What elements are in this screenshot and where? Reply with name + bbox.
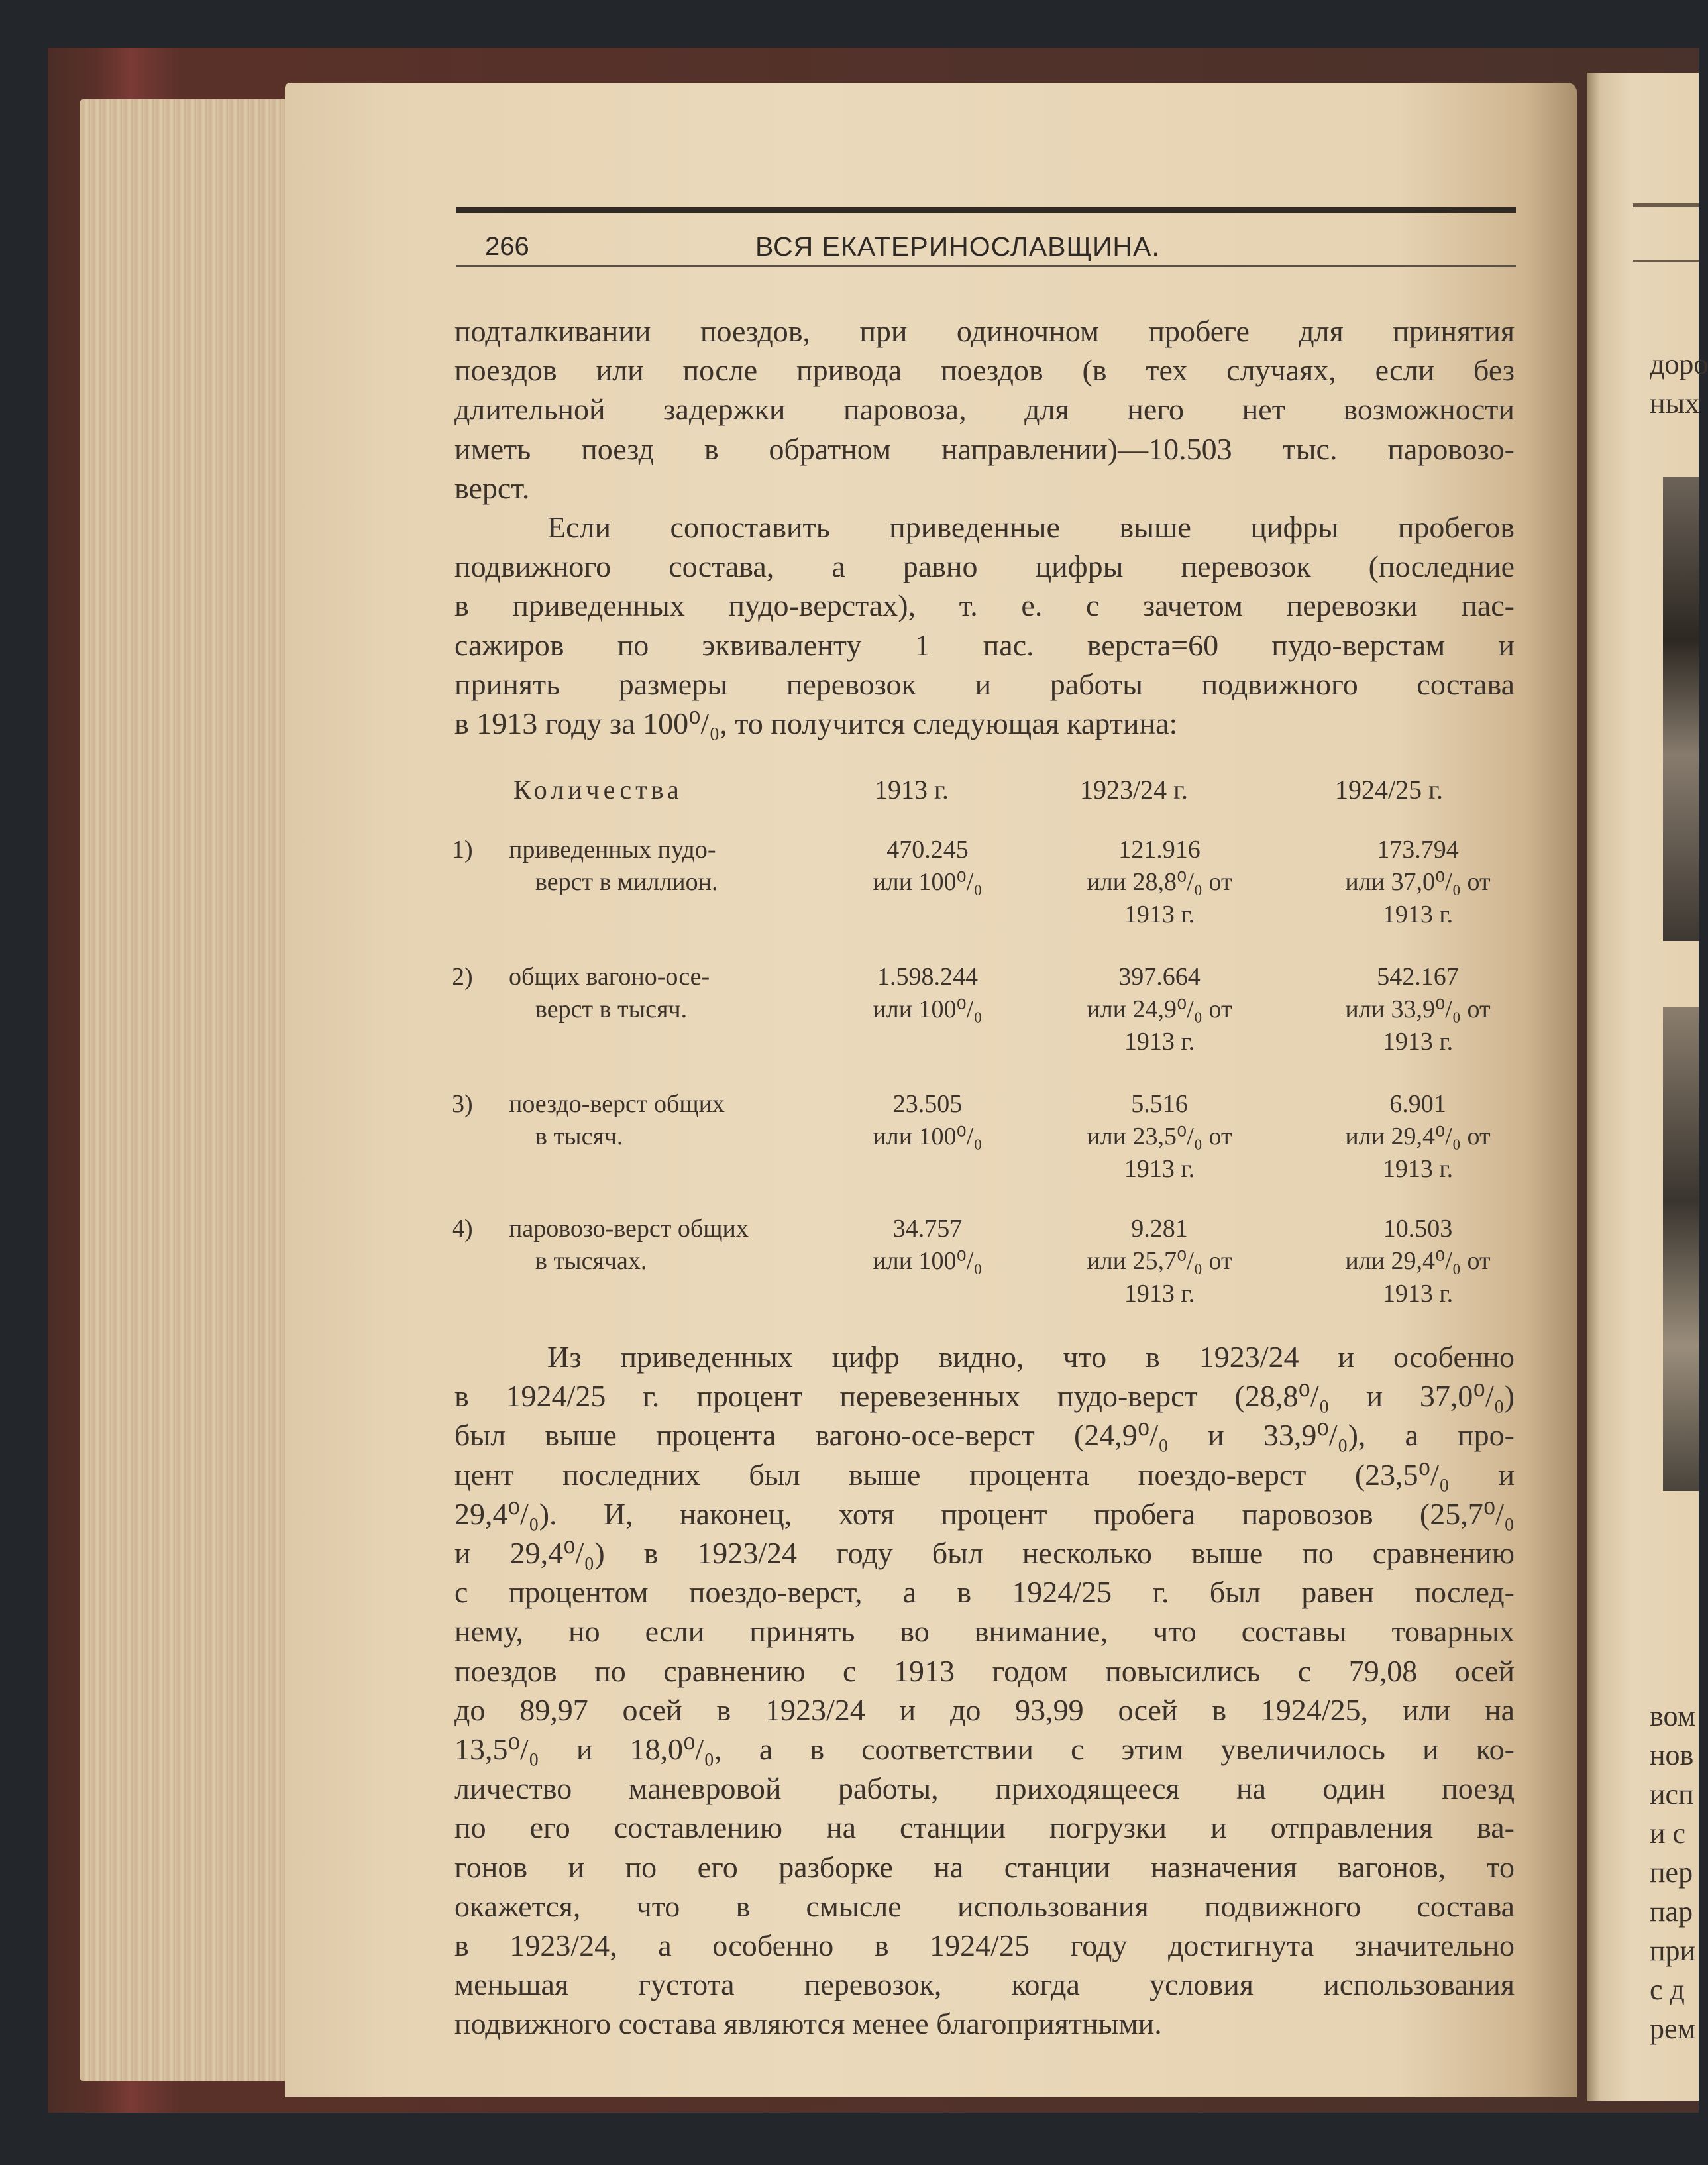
- cell-percent: или 25,7⁰/₀ от: [1087, 1247, 1232, 1275]
- text-line: окажется, что в смысле использования подвижного состава: [454, 1889, 1515, 1923]
- text-line: верст.: [454, 471, 530, 505]
- facing-page-rule-thick: [1633, 203, 1699, 207]
- text-line: подвижного состава являются менее благоприятными.: [454, 2007, 1162, 2041]
- facing-page-photo: [1663, 1007, 1699, 1491]
- cell-base-year: 1913 г.: [1382, 1028, 1454, 1056]
- row-label-line: приведенных пудо-: [509, 836, 716, 863]
- cell-value: 5.516: [1131, 1090, 1188, 1118]
- text-line: меньшая густота перевозок, когда условия использования: [454, 1968, 1515, 2002]
- row-label-line: в тысяч.: [535, 1123, 623, 1150]
- fragment-line: и с: [1650, 1817, 1686, 1850]
- text-line: цент последних был выше процента поездо-верст (23,5⁰/₀ и: [454, 1457, 1515, 1492]
- cell-base-year: 1913 г.: [1124, 901, 1195, 928]
- cell-percent: или 29,4⁰/₀ от: [1345, 1247, 1491, 1275]
- fragment-line: пар: [1650, 1895, 1693, 1928]
- fragment-line: вом: [1650, 1700, 1696, 1732]
- fragment-line: исп: [1650, 1778, 1694, 1810]
- row-label: [509, 1213, 807, 1278]
- cell-value: 34.757: [892, 1215, 963, 1243]
- cell-1923-24: [1034, 961, 1285, 1058]
- fragment-line: при: [1650, 1934, 1696, 1967]
- row-label: [509, 961, 807, 1026]
- row-label-line: паровозо-верст общих: [509, 1215, 749, 1243]
- cell-1923-24: [1034, 1213, 1285, 1310]
- facing-page-fragments-top: [1650, 345, 1708, 423]
- row-number: 1): [452, 836, 473, 863]
- cell-percent: или 28,8⁰/₀ от: [1087, 868, 1232, 896]
- row-label-line: в тысячах.: [535, 1247, 647, 1275]
- cell-1924-25: [1292, 1213, 1544, 1310]
- paragraph-2: [454, 508, 1515, 743]
- row-label-line: поездо-верст общих: [509, 1090, 725, 1118]
- cell-base-year: 1913 г.: [1382, 901, 1454, 928]
- fragment-line: доро: [1650, 348, 1708, 380]
- cell-value: 121.916: [1118, 836, 1201, 863]
- text-line: Если сопоставить приведенные выше цифры пробегов: [547, 510, 1515, 544]
- cell-percent: или 100⁰/₀: [873, 868, 983, 896]
- cell-1913: [828, 961, 1027, 1026]
- row-label-line: верст в тысяч.: [535, 995, 688, 1023]
- text-line: 29,4⁰/₀). И, наконец, хотя процент пробега паровозов (25,7⁰/₀: [454, 1496, 1515, 1531]
- fragment-line: пер: [1650, 1856, 1693, 1889]
- cell-base-year: 1913 г.: [1124, 1280, 1195, 1307]
- header-rule-thick: [456, 207, 1516, 213]
- cell-base-year: 1913 г.: [1124, 1155, 1195, 1183]
- cell-percent: или 23,5⁰/₀ от: [1087, 1123, 1232, 1150]
- text-line: с процентом поездо-верст, а в 1924/25 г. был равен послед-: [454, 1575, 1515, 1610]
- cell-value: 6.901: [1389, 1090, 1446, 1118]
- cell-value: 9.281: [1131, 1215, 1188, 1243]
- cell-1923-24: [1034, 1088, 1285, 1186]
- cell-value: 1.598.244: [877, 963, 978, 991]
- cell-1913: [828, 1088, 1027, 1153]
- column-header-1924-25: 1924/25 г.: [1335, 775, 1444, 805]
- row-label-line: верст в миллион.: [535, 868, 718, 896]
- text-line: в 1924/25 г. процент перевезенных пудо-верст (28,8⁰/₀ и 37,0⁰/₀): [454, 1379, 1515, 1414]
- text-line: 13,5⁰/₀ и 18,0⁰/₀, а в соответствии с этим увеличилось и ко-: [454, 1732, 1515, 1767]
- text-line: иметь поезд в обратном направлении)—10.503 тыс. паровозо-: [454, 431, 1515, 466]
- fragment-line: нов: [1650, 1739, 1694, 1771]
- text-line: подталкивании поездов, при одиночном пробеге для принятия: [454, 314, 1515, 348]
- cell-value: 470.245: [886, 836, 969, 863]
- cell-base-year: 1913 г.: [1124, 1028, 1195, 1056]
- cell-base-year: 1913 г.: [1382, 1280, 1454, 1307]
- cell-value: 397.664: [1118, 963, 1201, 991]
- fragment-line: с д: [1650, 1973, 1685, 2006]
- cell-value: 542.167: [1377, 963, 1459, 991]
- text-line: длительной задержки паровоза, для него нет возможности: [454, 392, 1515, 427]
- cell-value: 173.794: [1377, 836, 1459, 863]
- cell-percent: или 37,0⁰/₀ от: [1345, 868, 1491, 896]
- cell-value: 10.503: [1383, 1215, 1453, 1243]
- text-line: в 1923/24, а особенно в 1924/25 году достигнута значительно: [454, 1928, 1515, 1963]
- column-header-1923-24: 1923/24 г.: [1080, 775, 1189, 805]
- cell-value: 23.505: [892, 1090, 963, 1118]
- text-line: и 29,4⁰/₀) в 1923/24 году был несколько выше по сравнению: [454, 1536, 1515, 1571]
- text-line: был выше процента вагоно-осе-верст (24,9⁰/₀ и 33,9⁰/₀), а про-: [454, 1418, 1515, 1453]
- column-header-1913: 1913 г.: [875, 775, 949, 805]
- cell-percent: или 24,9⁰/₀ от: [1087, 995, 1232, 1023]
- text-line: нему, но если принять во внимание, что составы товарных: [454, 1614, 1515, 1649]
- cell-1924-25: [1292, 1088, 1544, 1186]
- row-number: 3): [452, 1090, 473, 1118]
- page-edges-stack: [80, 99, 298, 2081]
- page-number: 266: [485, 232, 529, 261]
- text-line: подвижного состава, а равно цифры перевозок (последние: [454, 549, 1515, 584]
- running-title: ВСЯ ЕКАТЕРИНОСЛАВЩИНА.: [755, 231, 1160, 262]
- cell-percent: или 100⁰/₀: [873, 1123, 983, 1150]
- text-line: поездов по сравнению с 1913 годом повысились с 79,08 осей: [454, 1653, 1515, 1688]
- table-header: [0, 774, 1699, 814]
- cell-1913: [828, 1213, 1027, 1278]
- cell-1924-25: [1292, 961, 1544, 1058]
- facing-page-photo: [1663, 477, 1699, 941]
- paragraph-3: [454, 1337, 1515, 2044]
- text-line: Из приведенных цифр видно, что в 1923/24 и особенно: [547, 1340, 1515, 1374]
- row-label: [509, 1088, 807, 1153]
- text-line: до 89,97 осей в 1923/24 и до 93,99 осей в 1924/25, или на: [454, 1693, 1515, 1727]
- text-line: личество маневровой работы, приходящееся на один поезд: [454, 1771, 1515, 1806]
- text-line: принять размеры перевозок и работы подвижного состава: [454, 667, 1515, 701]
- cell-1923-24: [1034, 834, 1285, 931]
- facing-page-rule-thin: [1633, 260, 1699, 262]
- paragraph-1: [454, 311, 1515, 508]
- text-line: гонов и по его разборке на станции назначения вагонов, то: [454, 1850, 1515, 1884]
- cell-base-year: 1913 г.: [1382, 1155, 1454, 1183]
- cell-1913: [828, 834, 1027, 899]
- cell-percent: или 100⁰/₀: [873, 995, 983, 1023]
- row-number: 2): [452, 963, 473, 991]
- header-rule-thin: [456, 265, 1516, 267]
- cell-percent: или 33,9⁰/₀ от: [1345, 995, 1491, 1023]
- text-line: в приведенных пудо-верстах), т. е. с зачетом перевозки пас-: [454, 588, 1515, 623]
- text-line: поездов или после привода поездов (в тех случаях, если без: [454, 353, 1515, 388]
- column-header-quantity: Количества: [513, 775, 683, 805]
- facing-page-fragments-bottom: [1650, 1696, 1695, 2048]
- row-number: 4): [452, 1215, 473, 1243]
- text-line: сажиров по эквиваленту 1 пас. верста=60 пудо-верстам и: [454, 628, 1515, 662]
- fragment-line: рем: [1650, 2013, 1696, 2045]
- text-line: по его составлению на станции погрузки и отправления ва-: [454, 1810, 1515, 1845]
- cell-1924-25: [1292, 834, 1544, 931]
- row-label: [509, 834, 807, 899]
- cell-percent: или 100⁰/₀: [873, 1247, 983, 1275]
- text-line: в 1913 году за 100⁰/₀, то получится следующая картина:: [454, 706, 1178, 741]
- row-label-line: общих вагоно-осе-: [509, 963, 710, 991]
- fragment-line: ных: [1650, 387, 1700, 419]
- cell-percent: или 29,4⁰/₀ от: [1345, 1123, 1491, 1150]
